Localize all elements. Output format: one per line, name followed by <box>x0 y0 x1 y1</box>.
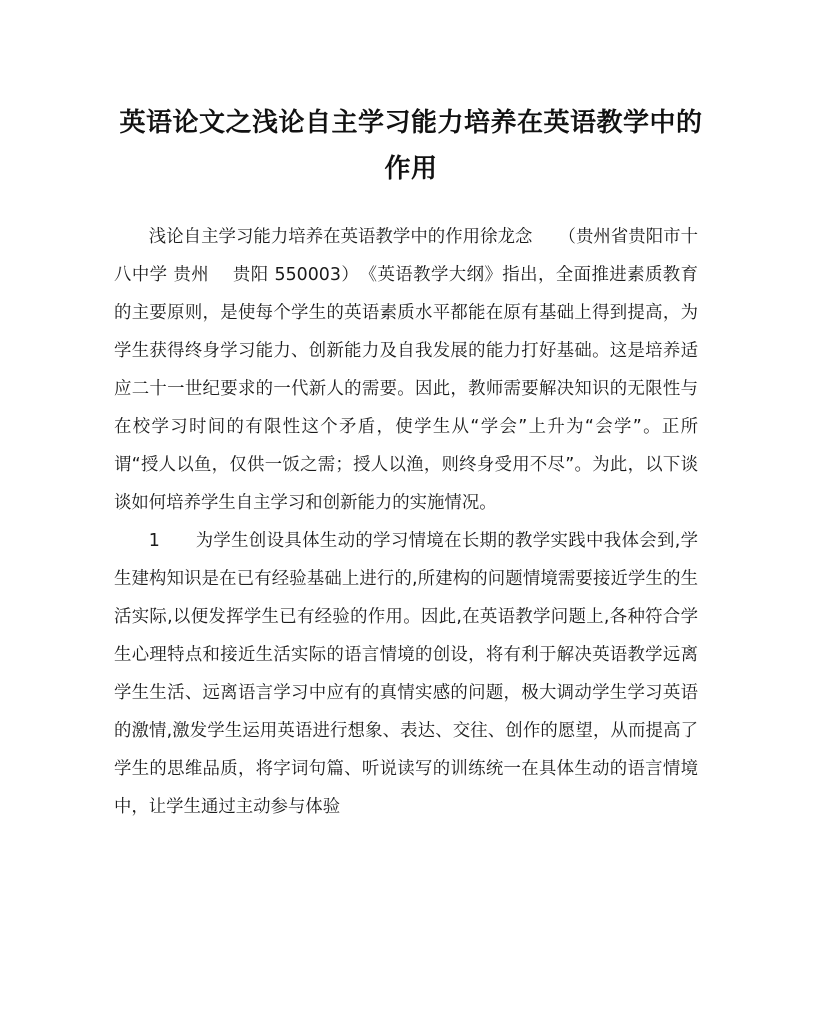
document-body <box>114 218 698 826</box>
paragraph-section-1: 1 为学生创设具体生动的学习情境在长期的教学实践中我体会到,学生建构知识是在已有经验基础上进行的,所建构的问题情境需要接近学生的生活实际,以便发挥学生已有经验的作用。因此,在英语教学问题上,各种符合学生心理特点和接近生活实际的语言情境的创设，将有利于解决英语教学远离学生生活、远离语言学习中应有的真情实感的问题，极大调动学生学习英语的激情,激发学生运用英语进行想象、表达、交往、创作的愿望，从而提高了学生的思维品质，将字词句篇、听说读写的训练统一在具体生动的语言情境中，让学生通过主动参与体验 <box>114 531 698 817</box>
paragraph-intro: 浅论自主学习能力培养在英语教学中的作用徐龙念 （贵州省贵阳市十八中学 贵州 贵阳 550003） 《英语教学大纲》指出，全面推进素质教育的主要原则，是使每个学生的英语素质水平都能在原有基础上得到提高，为学生获得终身学习能力、创新能力及自我发展的能力打好基础。这是培养适应二十一世纪要求的一代新人的需要。因此，教师需要解决知识的无限性与在校学习时间的有限性这个矛盾，使学生从“学会”上升为“会学”。正所谓“授人以鱼，仅供一饭之需；授人以渔，则终身受用不尽”。为此，以下谈谈如何培养学生自主学习和创新能力的实施情况。 <box>114 227 698 513</box>
document-title: 英语论文之浅论自主学习能力培养在英语教学中的作用 <box>119 108 703 184</box>
